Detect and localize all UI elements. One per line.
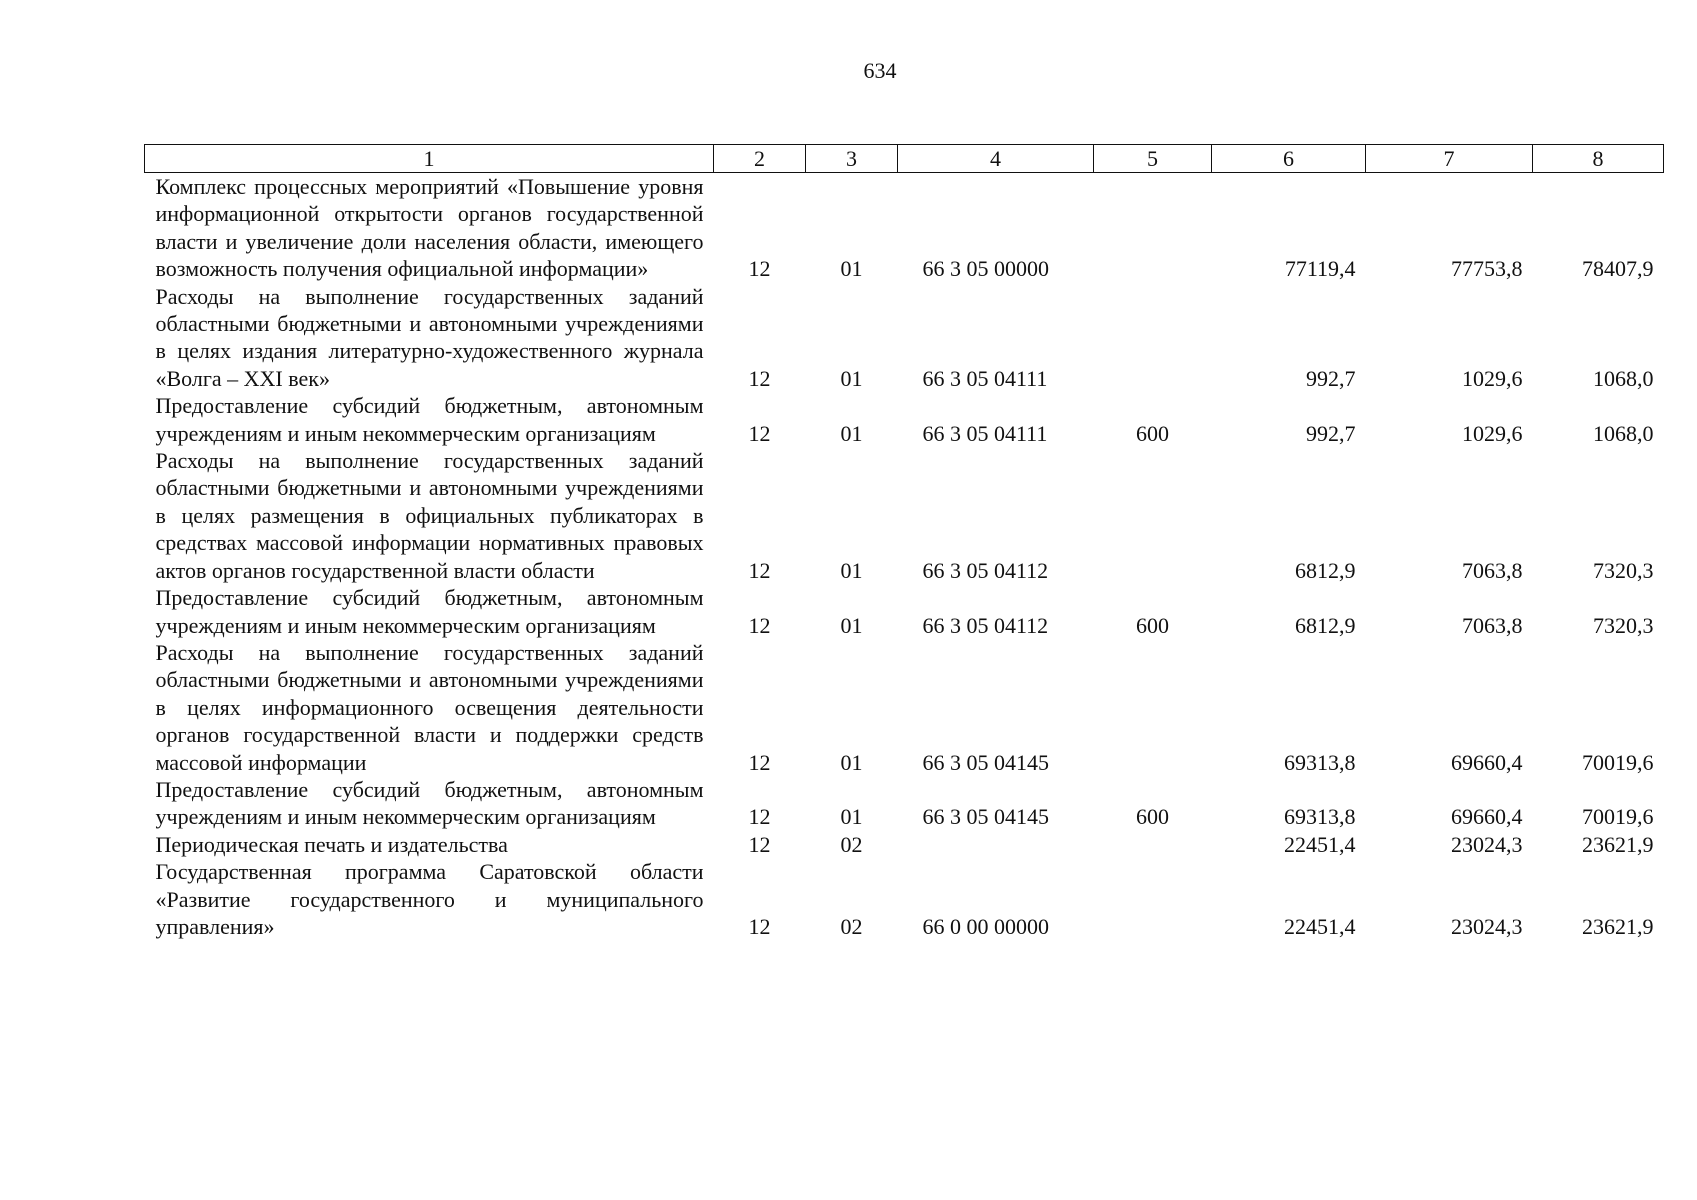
budget-table [144, 144, 1664, 940]
row-name-cell: Предоставление субсидий бюджетным, автономным учреждениям и иным некоммерческим организациям [155, 393, 704, 446]
table-row [145, 447, 1664, 584]
section-code-cell: 12 [748, 420, 771, 446]
expense-type-cell [1094, 858, 1212, 940]
expense-type-cell [1094, 283, 1212, 393]
table-row [145, 776, 1664, 831]
section-code-cell: 12 [748, 365, 771, 391]
amount-year2-cell: 69660,4 [1451, 804, 1523, 830]
amount-year2-cell: 69660,4 [1451, 749, 1523, 775]
column-header: 3 [806, 145, 898, 173]
expense-type-cell [1094, 639, 1212, 776]
amount-year1-cell: 22451,4 [1284, 831, 1356, 857]
subsection-code-cell: 01 [840, 749, 863, 775]
header-row [145, 145, 1664, 173]
amount-year1-cell: 992,7 [1306, 365, 1356, 391]
amount-year3-cell: 23621,9 [1582, 913, 1654, 939]
amount-year3-cell: 7320,3 [1593, 612, 1654, 638]
column-header: 2 [714, 145, 806, 173]
column-header: 4 [898, 145, 1094, 173]
amount-year3-cell: 70019,6 [1582, 804, 1654, 830]
amount-year3-cell: 78407,9 [1582, 256, 1654, 282]
table-row [145, 858, 1664, 940]
column-header: 1 [145, 145, 714, 173]
subsection-code-cell: 01 [840, 557, 863, 583]
subsection-code-cell: 02 [840, 913, 863, 939]
amount-year3-cell: 1068,0 [1593, 420, 1654, 446]
subsection-code-cell: 01 [840, 365, 863, 391]
column-header: 8 [1533, 145, 1664, 173]
target-article-cell: 66 3 05 04111 [922, 420, 1048, 446]
amount-year1-cell: 22451,4 [1284, 913, 1356, 939]
table-row [145, 831, 1664, 858]
amount-year2-cell: 23024,3 [1451, 913, 1523, 939]
row-name-cell: Расходы на выполнение государственных заданий областными бюджетными и автономными учреждениями в целях издания литературно-художественного журнала «Волга – XXI век» [155, 283, 704, 391]
amount-year3-cell: 1068,0 [1593, 365, 1654, 391]
row-name-cell: Предоставление субсидий бюджетным, автономным учреждениям и иным некоммерческим организациям [155, 776, 704, 830]
target-article-cell: 66 3 05 04112 [922, 612, 1049, 638]
section-code-cell: 12 [748, 804, 771, 830]
target-article-cell: 66 3 05 00000 [922, 256, 1049, 282]
expense-type-cell: 600 [1136, 804, 1169, 830]
amount-year1-cell: 992,7 [1306, 420, 1356, 446]
section-code-cell: 12 [748, 557, 771, 583]
expense-type-cell: 600 [1136, 612, 1169, 638]
row-name-cell: Расходы на выполнение государственных заданий областными бюджетными и автономными учреждениями в целях размещения в официальных публикаторах в средствах массовой информации нормативных правовых актов органов государственной власти области [155, 448, 704, 583]
amount-year2-cell: 7063,8 [1462, 612, 1523, 638]
amount-year1-cell: 69313,8 [1284, 804, 1356, 830]
column-header: 5 [1094, 145, 1212, 173]
row-name-cell: Государственная программа Саратовской области «Развитие государственного и муниципального управления» [155, 859, 704, 939]
target-article-cell [898, 831, 1094, 858]
target-article-cell: 66 0 00 00000 [922, 913, 1049, 939]
amount-year1-cell: 6812,9 [1295, 612, 1356, 638]
subsection-code-cell: 02 [840, 831, 863, 857]
section-code-cell: 12 [748, 256, 771, 282]
target-article-cell: 66 3 05 04112 [922, 557, 1049, 583]
row-name-cell: Периодическая печать и издательства [155, 831, 508, 857]
amount-year1-cell: 69313,8 [1284, 749, 1356, 775]
target-article-cell: 66 3 05 04145 [922, 749, 1049, 775]
section-code-cell: 12 [748, 612, 771, 638]
expense-type-cell [1094, 173, 1212, 283]
target-article-cell: 66 3 05 04111 [922, 365, 1048, 391]
expense-type-cell: 600 [1136, 420, 1169, 446]
amount-year2-cell: 1029,6 [1462, 420, 1523, 446]
amount-year2-cell: 77753,8 [1451, 256, 1523, 282]
column-header: 7 [1366, 145, 1533, 173]
amount-year2-cell: 23024,3 [1451, 831, 1523, 857]
column-header: 6 [1212, 145, 1366, 173]
target-article-cell: 66 3 05 04145 [922, 804, 1049, 830]
subsection-code-cell: 01 [840, 804, 863, 830]
table-body [145, 173, 1664, 941]
section-code-cell: 12 [748, 913, 771, 939]
section-code-cell: 12 [748, 749, 771, 775]
expense-type-cell [1094, 831, 1212, 858]
row-name-cell: Комплекс процессных мероприятий «Повышение уровня информационной открытости органов государственной власти и увеличение доли населения области, имеющего возможность получения официальной информации» [155, 174, 704, 282]
subsection-code-cell: 01 [840, 420, 863, 446]
amount-year2-cell: 7063,8 [1462, 557, 1523, 583]
subsection-code-cell: 01 [840, 612, 863, 638]
table-row [145, 639, 1664, 776]
amount-year1-cell: 6812,9 [1295, 557, 1356, 583]
table-row [145, 173, 1664, 283]
section-code-cell: 12 [748, 831, 771, 857]
row-name-cell: Расходы на выполнение государственных заданий областными бюджетными и автономными учреждениями в целях информационного освещения деятельности органов государственной власти и поддержки средств массовой информации [155, 639, 704, 775]
table-row [145, 392, 1664, 447]
amount-year3-cell: 70019,6 [1582, 749, 1654, 775]
expense-type-cell [1094, 447, 1212, 584]
amount-year3-cell: 7320,3 [1593, 557, 1654, 583]
subsection-code-cell: 01 [840, 256, 863, 282]
table-row [145, 283, 1664, 393]
table-row [145, 584, 1664, 639]
row-name-cell: Предоставление субсидий бюджетным, автономным учреждениям и иным некоммерческим организациям [155, 585, 704, 638]
amount-year2-cell: 1029,6 [1462, 365, 1523, 391]
amount-year3-cell: 23621,9 [1582, 831, 1654, 857]
amount-year1-cell: 77119,4 [1284, 256, 1356, 282]
page-number: 634 [863, 58, 897, 83]
